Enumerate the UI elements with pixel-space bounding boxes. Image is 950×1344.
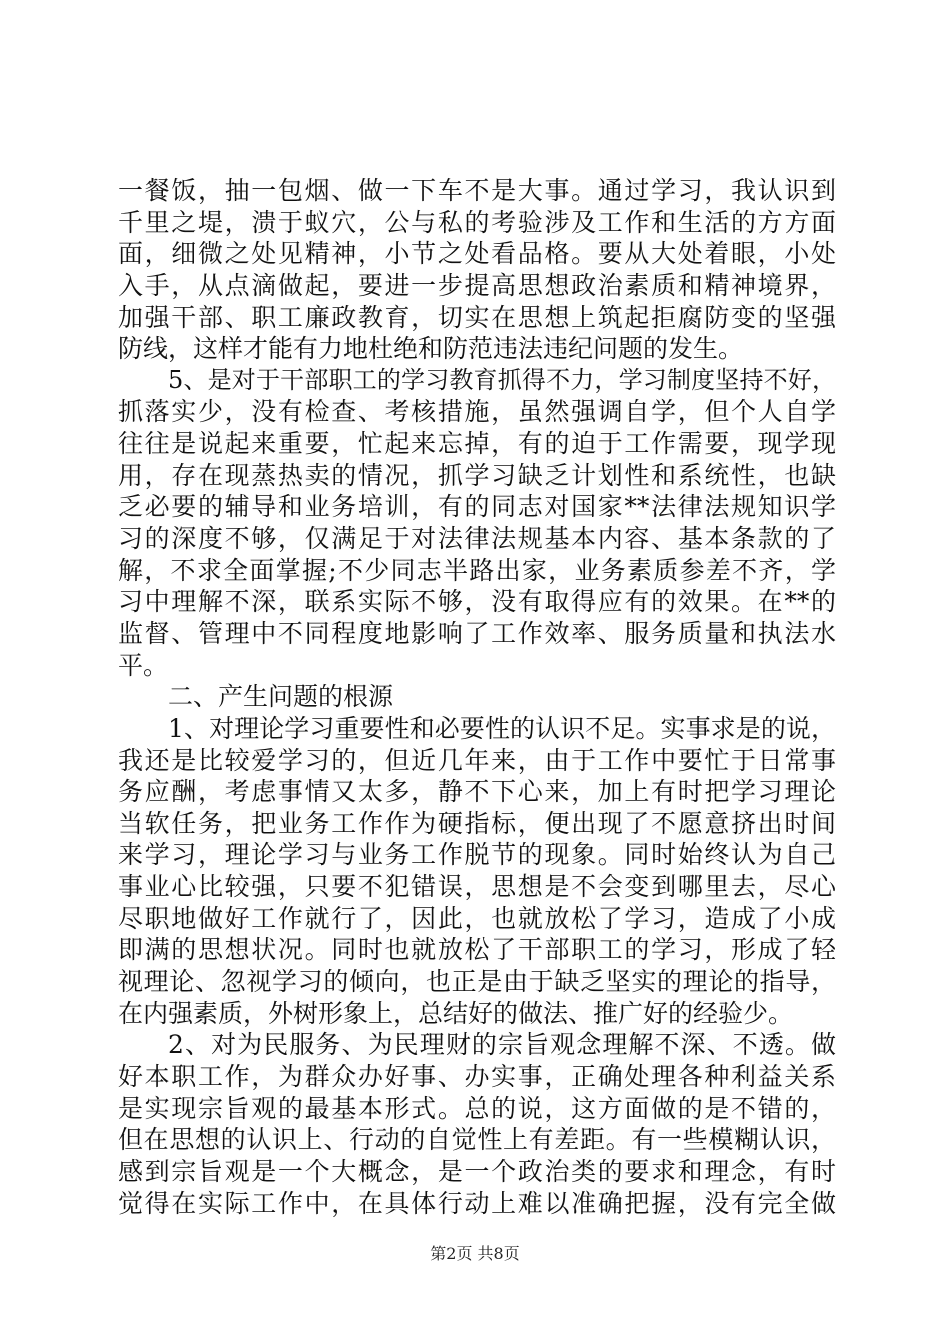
text-line: 来学习，理论学习与业务工作脱节的现象。同时始终认为自己 <box>118 840 836 870</box>
text-line: 5、是对于干部职工的学习教育抓得不力，学习制度坚持不好， <box>168 365 836 394</box>
text-line: 抓落实少，没有检查、考核措施，虽然强调自学，但个人自学 <box>118 397 836 427</box>
text-line: 尽职地做好工作就行了，因此，也就放松了学习，造成了小成 <box>118 903 836 933</box>
text-line: 我还是比较爱学习的，但近几年来，由于工作中要忙于日常事 <box>118 745 836 775</box>
text-line: 感到宗旨观是一个大概念，是一个政治类的要求和理念，有时 <box>118 1156 836 1186</box>
text-line: 1、对理论学习重要性和必要性的认识不足。实事求是的说， <box>168 713 836 743</box>
text-line: 加强干部、职工廉政教育，切实在思想上筑起拒腐防变的坚强 <box>118 302 836 332</box>
text-line: 当软任务，把业务工作作为硬指标，便出现了不愿意挤出时间 <box>118 808 836 838</box>
text-line: 视理论、忽视学习的倾向，也正是由于缺乏坚实的理论的指导， <box>118 967 836 997</box>
text-line: 好本职工作，为群众办好事、办实事，正确处理各种利益关系 <box>118 1061 836 1091</box>
text-line: 是实现宗旨观的最基本形式。总的说，这方面做的是不错的， <box>118 1093 836 1123</box>
text-line: 但在思想的认识上、行动的自觉性上有差距。有一些模糊认识， <box>118 1125 836 1155</box>
text-line: 面，细微之处见精神，小节之处看品格。要从大处着眼，小处 <box>118 239 836 269</box>
text-line: 监督、管理中不同程度地影响了工作效率、服务质量和执法水 <box>118 618 836 648</box>
page-footer: 第2页 共8页 <box>430 1244 520 1263</box>
text-line: 往往是说起来重要，忙起来忘掉，有的迫于工作需要，现学现 <box>118 429 836 459</box>
text-line: 在内强素质，外树形象上，总结好的做法、推广好的经验少。 <box>118 998 794 1028</box>
text-line: 乏必要的辅导和业务培训，有的同志对国家**法律法规知识学 <box>118 492 836 522</box>
text-line: 事业心比较强，只要不犯错误，思想是不会变到哪里去，尽心 <box>118 872 836 902</box>
text-line: 2、对为民服务、为民理财的宗旨观念理解不深、不透。做 <box>168 1030 836 1060</box>
text-line: 习的深度不够，仅满足于对法律法规基本内容、基本条款的了 <box>118 524 836 554</box>
text-line: 解，不求全面掌握;不少同志半路出家，业务素质参差不齐，学 <box>118 555 836 585</box>
text-line: 一餐饭，抽一包烟、做一下车不是大事。通过学习，我认识到 <box>118 176 836 205</box>
text-line: 入手，从点滴做起，要进一步提高思想政治素质和精神境界， <box>118 270 836 300</box>
text-line: 习中理解不深，联系实际不够，没有取得应有的效果。在**的 <box>118 587 836 617</box>
text-line: 务应酬，考虑事情又太多，静不下心来，加上有时把学习理论 <box>118 777 836 807</box>
text-line: 千里之堤，溃于蚁穴，公与私的考验涉及工作和生活的方方面 <box>118 207 836 237</box>
text-line: 二、产生问题的根源 <box>168 682 394 712</box>
text-line: 即满的思想状况。同时也就放松了干部职工的学习，形成了轻 <box>118 935 836 965</box>
document-body <box>118 175 836 1219</box>
text-line: 用，存在现蒸热卖的情况，抓学习缺乏计划性和系统性，也缺 <box>118 460 836 490</box>
text-line: 防线，这样才能有力地杜绝和防范违法违纪问题的发生。 <box>118 334 744 364</box>
text-line: 觉得在实际工作中，在具体行动上难以准确把握，没有完全做 <box>118 1188 836 1218</box>
text-line: 平。 <box>118 650 169 680</box>
